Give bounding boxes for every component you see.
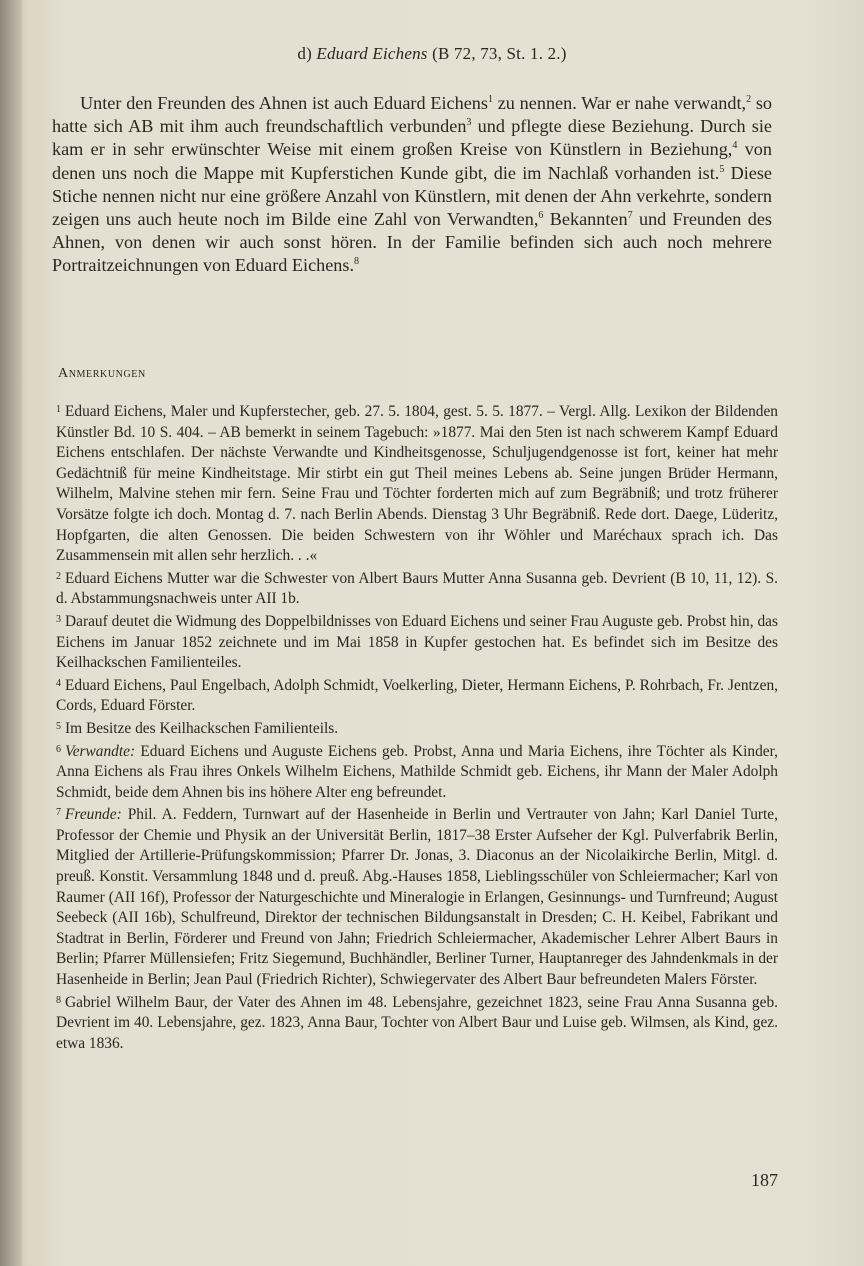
footnote — [56, 610, 778, 674]
footnote-ref: 4 — [732, 140, 738, 152]
footnotes — [56, 400, 778, 1054]
body-text-segment: Bekannten — [543, 209, 628, 230]
body-text-segment: von denen uns noch die Mappe mit Kupferstichen Kunde gibt, die im Nachlaß vorhanden ist. — [52, 139, 772, 183]
footnote-ref: 5 — [719, 163, 725, 175]
body-text-segment: Diese Stiche nennen nicht nur eine größere Anzahl von Künstlern, mit denen der Ahn verkehrte, sondern zeigen uns auch heute noch im Bilde eine Zahl von Verwandten, — [52, 162, 772, 230]
footnote — [56, 674, 778, 717]
notes-title: Anmerkungen — [58, 366, 146, 381]
body-text-segment: so hatte sich AB mit ihm auch freundschaftlich verbunden — [52, 93, 773, 137]
body-text-segment: und Freunden des Ahnen, von denen wir auch sonst hören. In der Familie befinden sich auch noch mehrere Portraitzeichnungen von Eduard Eichens. — [52, 209, 772, 276]
footnote — [56, 717, 778, 740]
footnote-number: 3 — [56, 613, 61, 625]
footnote-text: Eduard Eichens Mutter war die Schwester von Albert Baurs Mutter Anna Susanna geb. Devrient (B 10, 11, 12). S. d. Abstammungsnachweis unter AII 1b. — [56, 569, 778, 608]
footnote-number: 2 — [56, 570, 61, 582]
footnote-ref: 7 — [627, 209, 633, 221]
heading-name: Eduard Eichens — [316, 44, 428, 63]
body-text-segment: zu nennen. War er nahe verwandt, — [492, 93, 747, 113]
footnote — [56, 803, 778, 990]
footnote-text: Im Besitze des Keilhackschen Familienteils. — [65, 719, 339, 737]
footnote-text: Eduard Eichens, Paul Engelbach, Adolph Schmidt, Voelkerling, Dieter, Hermann Eichens, P. Rohrbach, Fr. Jentzen, Cords, Eduard Förster. — [56, 676, 778, 715]
body-text-segment: und pflegte diese Beziehung. Durch sie kam er in sehr erwünschter Weise mit einem großen Kreise von Künstlern in Beziehung, — [52, 116, 773, 160]
body-text — [52, 92, 772, 278]
footnote-text: Eduard Eichens und Auguste Eichens geb. Probst, Anna und Maria Eichens, ihre Töchter als Kinder, Anna Eichens als Frau ihres Onkels Wilhelm Eichens, Mathilde Schmidt geb. Eichens, ihr Mann der Maler Adolph Schmidt, beide dem Ahnen bis ins höhere Alter eng befreundet. — [56, 742, 778, 801]
heading-prefix: d) — [297, 44, 312, 63]
page-gutter-shadow — [0, 0, 22, 1266]
footnote-number: 1 — [56, 404, 61, 415]
footnote-number: 8 — [56, 994, 61, 1006]
footnote-text: Darauf deutet die Widmung des Doppelbildnisses von Eduard Eichens und seiner Frau Auguste geb. Probst hin, das Eichens im Januar 1852 zeichnete und im Mai 1858 in Kupfer gestochen hat. Es befindet sich im Besitze des Keilhackschen Familienteiles. — [56, 612, 778, 672]
footnote — [56, 991, 778, 1055]
heading-ref: (B 72, 73, St. 1. 2.) — [432, 44, 567, 63]
footnote — [56, 567, 778, 610]
footnote-lead: Verwandte: — [65, 742, 136, 760]
footnote-number: 6 — [56, 743, 61, 755]
body-paragraph — [52, 92, 772, 278]
footnote — [56, 740, 778, 804]
footnote-ref: 6 — [538, 209, 544, 221]
footnote — [56, 400, 778, 567]
footnote-ref: 8 — [354, 256, 360, 268]
body-text-segment: Unter den Freunden des Ahnen ist auch Eduard Eichens — [80, 93, 488, 113]
page-number: 187 — [751, 1170, 778, 1190]
footnote-text: Gabriel Wilhelm Baur, der Vater des Ahnen im 48. Lebensjahre, gezeichnet 1823, seine Frau Anna Susanna geb. Devrient im 40. Lebensjahre, gez. 1823, Anna Baur, Tochter von Albert Baur und Luise geb. Wilmsen, als Kind, gez. etwa 1836. — [56, 993, 778, 1052]
footnote-number: 5 — [56, 720, 61, 732]
footnote-lead: Freunde: — [65, 806, 122, 824]
footnote-number: 4 — [56, 677, 61, 689]
section-heading — [0, 44, 864, 64]
footnote-text: Eduard Eichens, Maler und Kupferstecher, geb. 27. 5. 1804, gest. 5. 5. 1877. – Vergl. Allg. Lexikon der Bildenden Künstler Bd. 10 S. 404. – AB bemerkt in seinem Tagebuch: »1877. Mai den 5ten ist nach schwerem Kampf Eduard Eichens entschlafen. Der nächste Verwandte und Kindheitsgenosse, Schuljugendgenosse ist fort, keiner hat mehr Gedächtniß für meine Kindheitstage. Mir stirbt ein gut Theil meines Lebens ab. Seine jungen Brüder Hermann, Wilhelm, Malvine stehen mir fern. Seine Frau und Töchter forderten mich auf zum Begräbniß; und trotz früherer Vorsätze folgte ich doch. Montag d. 7. nach Berlin Abends. Dienstag 3 Uhr Begräbniß. Rede dort. Daege, Lüderitz, Hopfgarten, die alten Genossen. Die beiden Schwestern von ihr Wöhler und Maréchaux sprach ich. Das Zusammensein mit allen sehr herzlich. . .« — [56, 403, 778, 565]
footnote-ref: 2 — [746, 93, 752, 105]
footnote-number: 7 — [56, 807, 61, 819]
footnote-ref: 1 — [487, 93, 493, 105]
footnote-text: Phil. A. Feddern, Turnwart auf der Hasenheide in Berlin und Vertrauter von Jahn; Karl Daniel Turte, Professor der Chemie und Physik an der Universität Berlin, 1817–38 Erster Aufseher der Kgl. Pulverfabrik Berlin, Mitglied der Artillerie-Prüfungskommission; Pfarrer Dr. Jonas, 3. Diaconus an der Nicolaikirche Berlin, Mitgl. d. preuß. Konstit. Versammlung 1848 und d. preuß. Abg.-Hauses 1858, Lieblingsschüler von Schleiermacher; Karl von Raumer (AII 16f), Professor der Naturgeschichte und Mineralogie in Erlangen, Gesinnungs- und Turnfreund; August Seebeck (AII 16b), Schulfreund, Direktor der technischen Bildungsanstalt in Dresden; C. H. Keibel, Fabrikant und Stadtrat in Berlin, Förderer und Freund von Jahn; Friedrich Schleiermacher, Akademischer Lehrer Albert Baurs in Berlin; Pfarrer Müllensiefen; Fritz Siegemund, Buchhändler, Berliner Turner, Hauptanreger des Jahndenkmals in der Hasenheide in Berlin; Jean Paul (Friedrich Richter), Schwiegervater des Albert Baur befreundeten Malers Förster. — [56, 806, 778, 989]
footnote-ref: 3 — [466, 117, 472, 129]
